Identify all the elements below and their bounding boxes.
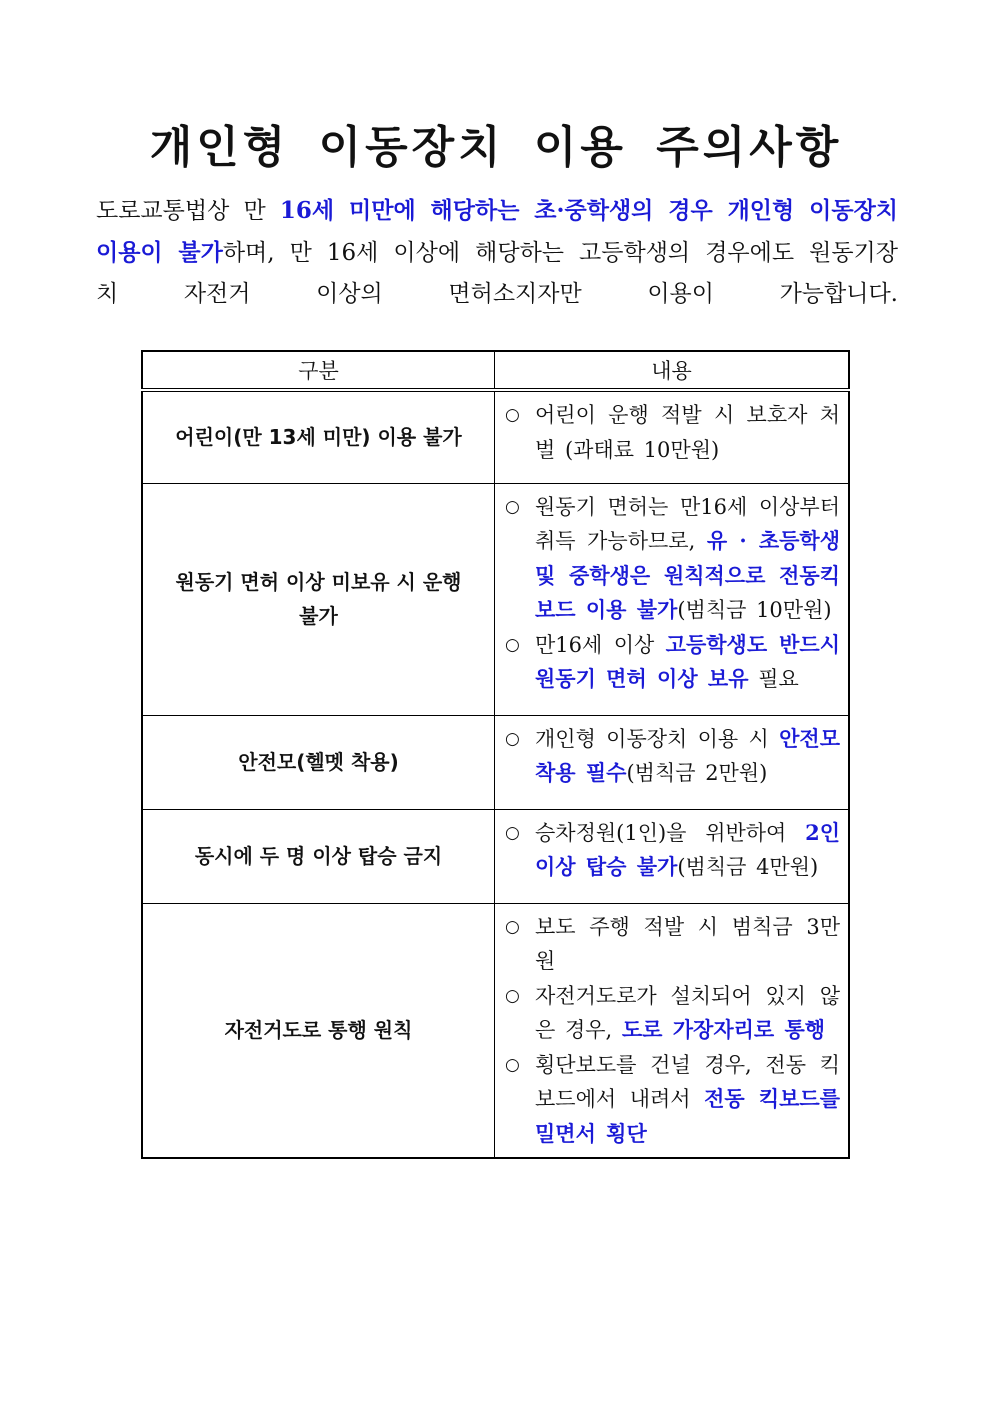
bullet-item (505, 490, 840, 628)
row-content (495, 483, 850, 715)
bullet-item (505, 628, 840, 697)
bullet-item (505, 722, 840, 791)
bullet-emphasis: 전동 킥보드를 밀면서 횡단 (535, 1086, 840, 1146)
row-content (495, 715, 850, 809)
bullet-item (505, 910, 840, 979)
bullet-emphasis: 도로 가장자리로 통행 (621, 1017, 826, 1042)
bullet-item (505, 979, 840, 1048)
table-row (142, 483, 849, 715)
row-content (495, 903, 850, 1158)
bullet-emphasis: 2인 이상 탑승 불가 (535, 819, 840, 879)
table-row (142, 809, 849, 903)
row-category: 어린이(만 13세 미만) 이용 불가 (142, 390, 495, 483)
bullet-text: 만16세 이상 (535, 632, 666, 657)
bullet-text: (범칙금 2만원) (626, 761, 768, 785)
row-category: 동시에 두 명 이상 탑승 금지 (142, 809, 495, 903)
header-content: 내용 (495, 351, 850, 390)
bullet-text: 어린이 운행 적발 시 보호자 처벌 (과태료 10만원) (535, 403, 840, 462)
bullet-emphasis: 안전모 착용 필수 (535, 725, 840, 785)
intro-emphasis: 16세 미만에 해당하는 초·중학생의 경우 개인형 이동장치 이용이 불가 (96, 197, 898, 266)
bullet-text: 필요 (748, 667, 799, 691)
row-category-label: 원동기 면허 이상 미보유 시 운행 불가 (175, 570, 462, 628)
bullet-item (505, 816, 840, 885)
bullet-text: 보도 주행 적발 시 범칙금 3만원 (535, 914, 840, 973)
bullet-emphasis: 유 · 초등학생 및 중학생은 원칙적으로 전동킥보드 이용 불가 (535, 528, 840, 622)
intro-text: 도로교통법상 만 (96, 198, 280, 224)
row-content (495, 809, 850, 903)
row-category (142, 483, 495, 715)
bullet-text: 원동기 면허는 만16세 이상부터 취득 가능하므로, (535, 494, 840, 553)
bullet-text: 개인형 이동장치 이용 시 (535, 726, 780, 751)
notice-table (141, 350, 850, 1159)
intro-paragraph (96, 190, 898, 315)
bullet-text: (범칙금 10만원) (677, 598, 832, 622)
intro-text: 하며, 만 16세 이상에 해당하는 고등학생의 경우에도 원동기장치 자전거 이상의 면허소지자만 이용이 가능합니다. (96, 240, 898, 307)
row-category: 자전거도로 통행 원칙 (142, 903, 495, 1158)
table-row (142, 390, 849, 483)
table-row (142, 715, 849, 809)
bullet-item (505, 398, 840, 467)
bullet-item (505, 1048, 840, 1152)
bullet-text: (범칙금 4만원) (677, 855, 819, 879)
row-category: 안전모(헬멧 착용) (142, 715, 495, 809)
bullet-emphasis: 고등학생도 반드시 원동기 면허 이상 보유 (535, 631, 840, 691)
table-row (142, 903, 849, 1158)
table-header-row (142, 351, 849, 390)
bullet-text: 승차정원(1인)을 위반하여 (535, 820, 806, 845)
header-category: 구분 (142, 351, 495, 390)
bullet-text: 자전거도로가 설치되어 있지 않은 경우, (535, 983, 840, 1042)
page-title: 개인형 이동장치 이용 주의사항 (149, 122, 843, 174)
row-content (495, 390, 850, 483)
bullet-text: 횡단보도를 건널 경우, 전동 킥보드에서 내려서 (535, 1052, 840, 1111)
